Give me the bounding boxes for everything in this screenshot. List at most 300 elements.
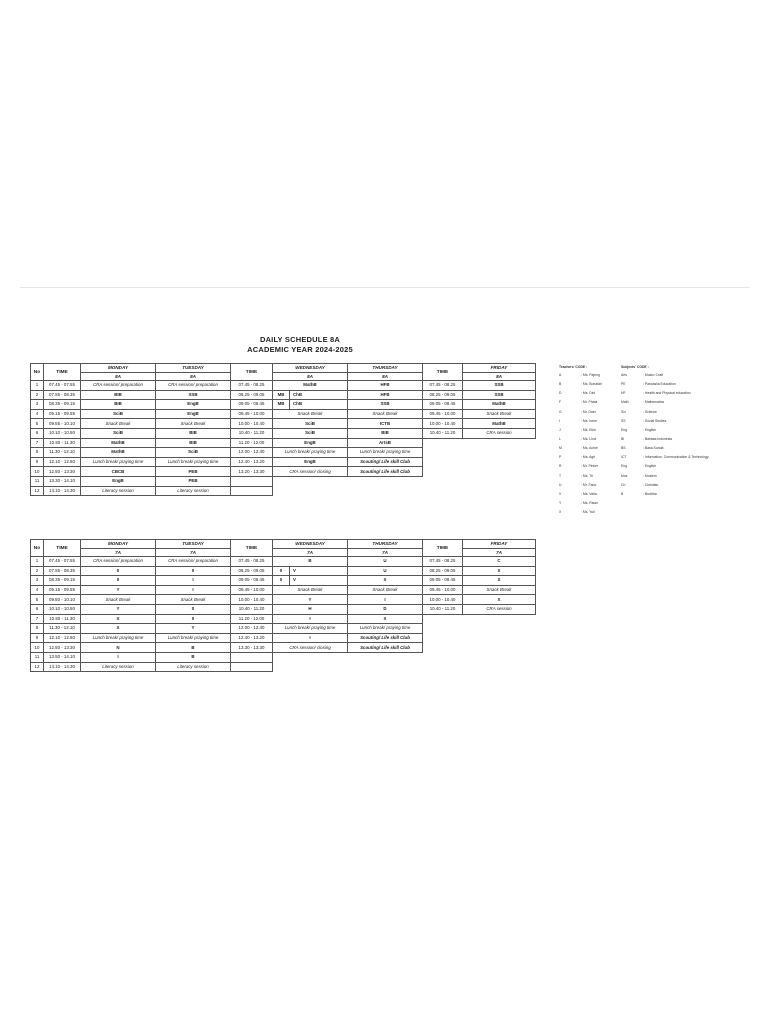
- monday-cell: Literacy session: [81, 486, 156, 496]
- friday-cell: CRA session: [463, 428, 536, 438]
- class-label: 8A: [81, 372, 156, 381]
- thursday-cell: Scouting/ Life skill Club: [348, 643, 423, 653]
- table-row: [31, 381, 536, 391]
- time-header: TIME: [231, 540, 273, 557]
- wednesday-cell: ChB: [290, 390, 348, 400]
- thursday-cell: Snack Break: [348, 409, 423, 419]
- time-cell: 09.45 - 10.00: [231, 409, 273, 419]
- page-divider: [20, 287, 750, 288]
- legend-item: [621, 373, 741, 382]
- table-row: [31, 448, 536, 458]
- thursday-cell: X: [348, 576, 423, 586]
- wednesday-cell: Snack Break: [273, 585, 348, 595]
- friday-cell: X: [463, 595, 536, 605]
- friday-cell: X: [463, 566, 536, 576]
- monday-cell: BIB: [81, 400, 156, 410]
- legend-code: Math: [621, 400, 629, 405]
- legend-item: [559, 492, 619, 501]
- time-cell: 10.40 - 11.20: [231, 604, 273, 614]
- legend-name: : Information, Communication & Technology: [643, 455, 709, 460]
- time-cell: 07.45 - 08.25: [423, 557, 463, 567]
- time-cell: 09.45 - 10.00: [423, 409, 463, 419]
- row-number: 9: [31, 633, 44, 643]
- legend-name: : Ms. Dini: [581, 391, 596, 396]
- table-row: [31, 476, 536, 486]
- table-row: [31, 652, 536, 662]
- thursday-cell: HFB: [348, 381, 423, 391]
- legend-item: [621, 455, 741, 464]
- legend-name: : Ms. Risan: [581, 500, 598, 505]
- table-row: [31, 438, 536, 448]
- friday-header: FRIDAY: [463, 540, 536, 549]
- legend-code: Eng: [621, 464, 628, 469]
- time-cell: [423, 652, 463, 662]
- legend-code: R: [559, 464, 562, 469]
- legend-item: [621, 382, 741, 391]
- legend-name: : Music/ Craft: [643, 373, 663, 377]
- legend-code: X: [559, 510, 562, 515]
- time-cell: [231, 486, 273, 496]
- time-cell: 14.10 - 14.30: [44, 662, 81, 672]
- header-row: [31, 364, 536, 373]
- table-row: [31, 428, 536, 438]
- monday-cell: X: [81, 624, 156, 634]
- legend-item: [621, 428, 741, 437]
- time-header: TIME: [44, 364, 81, 381]
- tuesday-cell: Snack Break: [156, 595, 231, 605]
- time-cell: 10.00 - 10.40: [231, 419, 273, 429]
- thursday-cell: Scouting/ Life skill Club: [348, 467, 423, 477]
- legend-item: [559, 455, 619, 464]
- table-row: [31, 643, 536, 653]
- row-number: 6: [31, 428, 44, 438]
- monday-cell: 0: [81, 566, 156, 576]
- legend-item: [621, 437, 741, 446]
- monday-cell: Snack Break: [81, 419, 156, 429]
- table-row: [31, 467, 536, 477]
- wednesday-header: WEDNESDAY: [273, 540, 348, 549]
- table-row: [31, 566, 536, 576]
- row-number: 7: [31, 438, 44, 448]
- schedule-subtitle: ACADEMIC YEAR 2024-2025: [247, 345, 353, 354]
- monday-cell: Y: [81, 604, 156, 614]
- legend-name: : Social Studies: [643, 418, 667, 423]
- legend-item: [621, 474, 741, 483]
- legend-name: : Moslem: [643, 473, 657, 478]
- thursday-header: THURSDAY: [348, 540, 423, 549]
- tuesday-cell: B: [156, 643, 231, 653]
- legend-name: : English: [643, 427, 657, 432]
- thursday-cell: BIB: [348, 428, 423, 438]
- time-cell: 14.10 - 14.30: [44, 486, 81, 496]
- wednesday-cell: EngB: [273, 438, 348, 448]
- time-cell: 07.45 - 08.25: [231, 381, 273, 391]
- legend-code: B: [621, 491, 624, 496]
- time-cell: 09.45 - 10.00: [423, 585, 463, 595]
- wednesday-cell: B: [273, 557, 348, 567]
- teachers-code-legend: [559, 365, 619, 519]
- friday-cell: [463, 633, 536, 643]
- time-cell: [423, 614, 463, 624]
- thursday-cell: Lunch break/ praying time: [348, 448, 423, 458]
- legend-title: Subjects' CODE :: [621, 365, 649, 369]
- time-cell: 11.20 - 12.00: [231, 438, 273, 448]
- legend-code: BI: [621, 436, 625, 441]
- monday-header: MONDAY: [81, 364, 156, 373]
- class-label: 7A: [463, 548, 536, 557]
- legend-code: G: [559, 409, 562, 414]
- legend-item: [559, 391, 619, 400]
- legend-item: [559, 446, 619, 455]
- legend-item: [559, 483, 619, 492]
- legend-name: : Mr. Daer: [581, 409, 596, 414]
- legend-code: ICT: [621, 455, 627, 460]
- legend-code: Mos: [621, 473, 628, 478]
- wednesday-cell: [273, 662, 348, 672]
- time-cell: 09.05 - 09.45: [423, 576, 463, 586]
- tuesday-cell: SSB: [156, 390, 231, 400]
- time-cell: 08.25 - 09.05: [231, 390, 273, 400]
- wednesday-cell: MB: [273, 390, 290, 400]
- legend-item: [621, 410, 741, 419]
- time-cell: 12.00 - 12.40: [231, 624, 273, 634]
- friday-cell: [463, 467, 536, 477]
- row-number: 8: [31, 624, 44, 634]
- legend-item: [621, 391, 741, 400]
- friday-cell: CRA session: [463, 604, 536, 614]
- legend-code: Arts: [621, 373, 628, 377]
- tuesday-cell: Lunch break/ praying time: [156, 633, 231, 643]
- schedule-title: DAILY SCHEDULE 8A: [259, 335, 341, 344]
- table-row: [31, 390, 536, 400]
- legend-code: J: [559, 427, 561, 432]
- monday-cell: 0: [81, 576, 156, 586]
- wednesday-cell: ChB: [290, 400, 348, 410]
- legend-name: : Christian: [643, 482, 659, 487]
- table-row: [31, 400, 536, 410]
- tuesday-cell: SciB: [156, 448, 231, 458]
- row-number: 2: [31, 390, 44, 400]
- wednesday-cell: [273, 476, 348, 486]
- time-cell: 09.45 - 10.00: [231, 585, 273, 595]
- tuesday-cell: CRA session/ preparation: [156, 557, 231, 567]
- thursday-header: THURSDAY: [348, 364, 423, 373]
- tuesday-cell: EngB: [156, 400, 231, 410]
- friday-cell: C: [463, 557, 536, 567]
- legend-item: [559, 464, 619, 473]
- legend-name: : Ms. Pajeng: [581, 373, 600, 377]
- monday-cell: SciB: [81, 428, 156, 438]
- legend-name: : Ms. Irene: [581, 418, 598, 423]
- friday-cell: [463, 448, 536, 458]
- monday-cell: EngB: [81, 476, 156, 486]
- time-header: TIME: [423, 364, 463, 381]
- tuesday-cell: I: [156, 585, 231, 595]
- class-label: 7A: [273, 548, 348, 557]
- time-cell: [423, 643, 463, 653]
- wednesday-cell: Lunch break/ praying time: [273, 448, 348, 458]
- monday-cell: Y: [81, 585, 156, 595]
- legend-code: PE: [621, 382, 626, 387]
- time-cell: 13.30 - 14.10: [44, 476, 81, 486]
- friday-cell: [463, 624, 536, 634]
- monday-cell: CRA session/ preparation: [81, 557, 156, 567]
- legend-code: Y: [559, 500, 562, 505]
- wednesday-cell: SciB: [273, 419, 348, 429]
- row-number: 8: [31, 448, 44, 458]
- row-number: 2: [31, 566, 44, 576]
- time-cell: 08.25 - 09.05: [423, 390, 463, 400]
- thursday-cell: ArtsB: [348, 438, 423, 448]
- time-cell: 07.45 - 07.55: [44, 557, 81, 567]
- legend-code: B: [559, 382, 562, 387]
- legend-item: [559, 501, 619, 510]
- legend-name: : English: [643, 464, 657, 469]
- legend-name: : Mr. Pinker: [581, 464, 599, 469]
- time-cell: 10.40 - 11.20: [423, 604, 463, 614]
- subjects-code-legend: [621, 365, 741, 501]
- time-cell: [423, 448, 463, 458]
- class-label: 8A: [273, 372, 348, 381]
- legend-code: V: [559, 491, 562, 496]
- time-cell: 10.00 - 10.40: [231, 595, 273, 605]
- monday-cell: SciB: [81, 409, 156, 419]
- time-cell: 10.00 - 10.40: [423, 419, 463, 429]
- time-cell: 10.40 - 11.20: [231, 428, 273, 438]
- friday-cell: [463, 652, 536, 662]
- legend-name: : Ms. Acme: [581, 446, 598, 451]
- monday-cell: Literacy session: [81, 662, 156, 672]
- time-cell: [423, 438, 463, 448]
- tuesday-header: TUESDAY: [156, 364, 231, 373]
- row-number: 12: [31, 662, 44, 672]
- legend-name: : Mr. Fano: [581, 482, 597, 487]
- time-cell: 12.10 - 12.50: [44, 457, 81, 467]
- monday-header: MONDAY: [81, 540, 156, 549]
- friday-cell: [463, 476, 536, 486]
- monday-cell: X: [81, 614, 156, 624]
- tuesday-cell: Y: [156, 624, 231, 634]
- tuesday-cell: Snack Break: [156, 419, 231, 429]
- time-cell: 10.40 - 11.20: [423, 428, 463, 438]
- monday-cell: N: [81, 643, 156, 653]
- row-number: 5: [31, 419, 44, 429]
- wednesday-cell: 0: [273, 566, 290, 576]
- table-row: [31, 624, 536, 634]
- friday-cell: [463, 486, 536, 496]
- time-cell: 12.10 - 12.50: [44, 633, 81, 643]
- monday-cell: CBCB: [81, 467, 156, 477]
- monday-cell: CRA session/ preparation: [81, 381, 156, 391]
- time-cell: 07.45 - 07.55: [44, 381, 81, 391]
- time-cell: [423, 633, 463, 643]
- wednesday-cell: 0: [273, 576, 290, 586]
- legend-code: Ch: [621, 482, 626, 487]
- schedule-table-8a: [30, 363, 536, 496]
- thursday-cell: Scouting/ Life skill Club: [348, 633, 423, 643]
- table-row: [31, 585, 536, 595]
- legend-code: D: [559, 391, 562, 396]
- tuesday-cell: Literacy session: [156, 662, 231, 672]
- table-row: [31, 633, 536, 643]
- row-number: 10: [31, 643, 44, 653]
- time-cell: [423, 624, 463, 634]
- legend-code: Eng: [621, 427, 628, 432]
- tuesday-cell: PEB: [156, 467, 231, 477]
- legend-name: : Health and Physical education: [643, 391, 691, 396]
- time-cell: 07.45 - 08.25: [231, 557, 273, 567]
- row-number: 3: [31, 576, 44, 586]
- legend-code: HF: [621, 391, 626, 396]
- legend-title: Teachers' CODE :: [559, 365, 588, 369]
- monday-cell: Lunch break/ praying time: [81, 457, 156, 467]
- table-row: [31, 595, 536, 605]
- row-number: 7: [31, 614, 44, 624]
- legend-name: : Ms. Agri: [581, 455, 596, 460]
- wednesday-cell: MathB: [273, 381, 348, 391]
- legend-name: : Ms. Ekin: [581, 427, 596, 432]
- thursday-cell: Snack Break: [348, 585, 423, 595]
- legend-code: P: [559, 455, 562, 460]
- table-row: [31, 662, 536, 672]
- monday-cell: I: [81, 652, 156, 662]
- monday-cell: MathB: [81, 438, 156, 448]
- monday-cell: BIB: [81, 390, 156, 400]
- time-cell: [231, 476, 273, 486]
- friday-cell: [463, 614, 536, 624]
- table-row: [31, 409, 536, 419]
- wednesday-cell: H: [273, 604, 348, 614]
- thursday-cell: [348, 652, 423, 662]
- legend-code: M: [559, 446, 562, 451]
- tuesday-cell: BIB: [156, 428, 231, 438]
- wednesday-cell: V: [290, 576, 348, 586]
- thursday-cell: Lunch break/ praying time: [348, 624, 423, 634]
- friday-cell: MathB: [463, 419, 536, 429]
- time-cell: [423, 486, 463, 496]
- time-cell: 07.45 - 08.25: [423, 381, 463, 391]
- class-label: 8A: [156, 372, 231, 381]
- class-label: 8A: [348, 372, 423, 381]
- schedule-table-7a: [30, 539, 536, 672]
- legend-name: : Mathematics: [643, 400, 665, 405]
- thursday-cell: [348, 486, 423, 496]
- table-row: [31, 604, 536, 614]
- legend-item: [559, 419, 619, 428]
- wednesday-cell: SciB: [273, 428, 348, 438]
- time-header: TIME: [231, 364, 273, 381]
- monday-cell: Snack Break: [81, 595, 156, 605]
- legend-code: BS: [621, 446, 626, 451]
- legend-item: [559, 382, 619, 391]
- legend-code: L: [559, 436, 561, 441]
- wednesday-cell: CRA session/ closing: [273, 643, 348, 653]
- friday-cell: MathB: [463, 400, 536, 410]
- wednesday-cell: Y: [273, 595, 348, 605]
- class-label: 8A: [463, 372, 536, 381]
- time-cell: [423, 662, 463, 672]
- tuesday-cell: BIB: [156, 438, 231, 448]
- row-number: 3: [31, 400, 44, 410]
- time-cell: 09.05 - 09.45: [231, 400, 273, 410]
- legend-item: [621, 464, 741, 473]
- friday-cell: [463, 457, 536, 467]
- tuesday-cell: EngB: [156, 409, 231, 419]
- legend-item: [559, 474, 619, 483]
- class-label: 7A: [156, 548, 231, 557]
- thursday-cell: [348, 662, 423, 672]
- legend-name: : Science: [643, 409, 657, 414]
- time-cell: 09.50 - 10.10: [44, 595, 81, 605]
- time-cell: 12.40 - 13.20: [231, 457, 273, 467]
- time-cell: 12.40 - 13.20: [231, 633, 273, 643]
- row-number: 11: [31, 476, 44, 486]
- thursday-cell: HFB: [348, 390, 423, 400]
- wednesday-cell: EngB: [273, 457, 348, 467]
- table-row: [31, 419, 536, 429]
- class-label: 7A: [348, 548, 423, 557]
- friday-cell: Snack Break: [463, 409, 536, 419]
- time-cell: 11.20 - 12.00: [231, 614, 273, 624]
- tuesday-cell: B: [156, 652, 231, 662]
- class-label: 7A: [81, 548, 156, 557]
- time-cell: 10.50 - 11.30: [44, 438, 81, 448]
- time-cell: 07.55 - 08.35: [44, 566, 81, 576]
- time-cell: [231, 652, 273, 662]
- time-cell: [423, 467, 463, 477]
- row-number: 4: [31, 585, 44, 595]
- legend-name: : Mr. Phala: [581, 400, 598, 405]
- thursday-cell: X: [348, 614, 423, 624]
- legend-name: : Ms. Tri: [581, 473, 594, 478]
- legend-name: : Ms. Linci: [581, 436, 597, 441]
- time-cell: 10.00 - 10.40: [423, 595, 463, 605]
- tuesday-cell: Literacy session: [156, 486, 231, 496]
- legend-code: SS: [621, 418, 626, 423]
- time-cell: 09.05 - 09.45: [423, 400, 463, 410]
- row-number: 6: [31, 604, 44, 614]
- legend-code: I: [559, 418, 560, 423]
- legend-item: [559, 437, 619, 446]
- legend-name: : Ms. Valia: [581, 491, 597, 496]
- time-cell: 08.25 - 09.05: [231, 566, 273, 576]
- wednesday-cell: I: [273, 633, 348, 643]
- time-cell: 10.50 - 11.30: [44, 614, 81, 624]
- time-cell: 09.15 - 09.55: [44, 585, 81, 595]
- time-cell: 09.05 - 09.45: [231, 576, 273, 586]
- legend-item: [621, 483, 741, 492]
- time-cell: 11.30 - 12.10: [44, 448, 81, 458]
- legend-item: [621, 492, 741, 501]
- table-row: [31, 486, 536, 496]
- table-row: [31, 576, 536, 586]
- time-cell: 10.10 - 10.50: [44, 604, 81, 614]
- legend-code: Sci: [621, 409, 626, 414]
- legend-item: [559, 373, 619, 382]
- time-cell: 13.30 - 13.30: [231, 643, 273, 653]
- time-cell: 12.50 - 13.30: [44, 643, 81, 653]
- time-cell: 13.20 - 13.30: [231, 467, 273, 477]
- wednesday-header: WEDNESDAY: [273, 364, 348, 373]
- no-header: No: [31, 540, 44, 557]
- friday-cell: X: [463, 576, 536, 586]
- legend-name: : Buddha: [643, 491, 657, 496]
- legend-name: : Ms. Yuli: [581, 510, 595, 515]
- legend-name: : Pancasila Education: [643, 382, 676, 387]
- legend-item: [621, 419, 741, 428]
- tuesday-cell: 0: [156, 604, 231, 614]
- time-cell: 12.50 - 13.30: [44, 467, 81, 477]
